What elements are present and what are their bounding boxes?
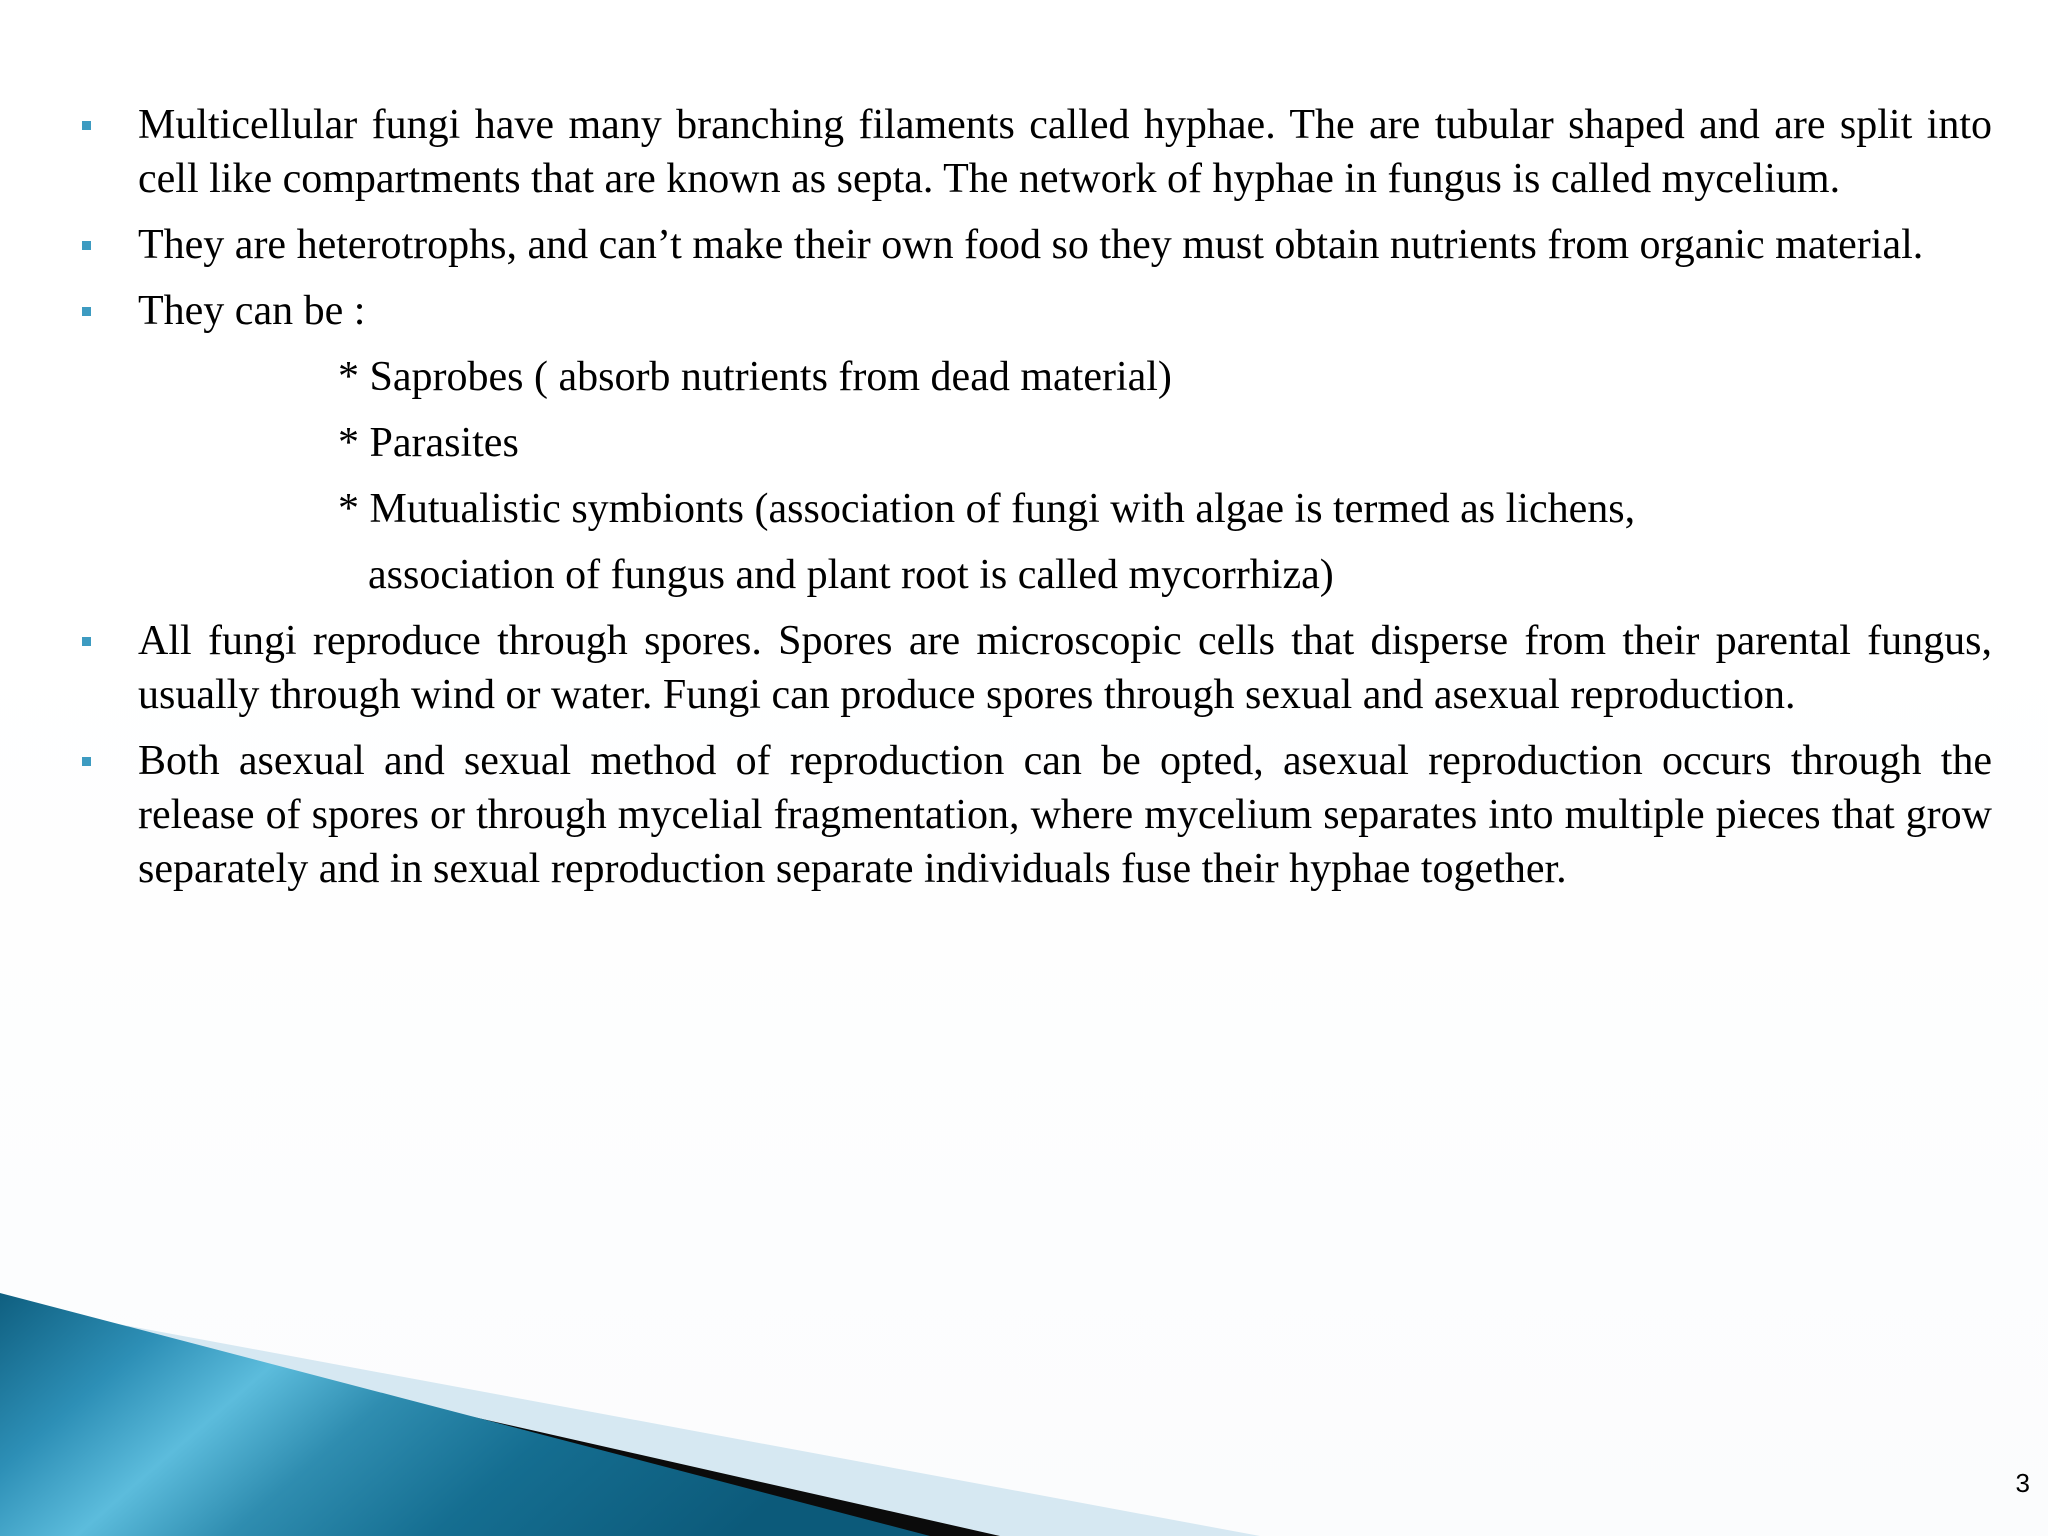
sub-item-parasites: * Parasites	[338, 420, 519, 466]
bullet-they-can-be	[138, 284, 1992, 338]
page-number: 3	[2015, 1468, 2030, 1498]
bullet-text: All fungi reproduce through spores. Spores are microscopic cells that disperse from their parental fungus, usually through wind or water. Fungi can produce spores through sexual and asexual reproduction.	[138, 618, 1992, 718]
slide-content	[0, 98, 2048, 908]
bullet-marker	[82, 757, 91, 766]
sub-item-mutualistic: * Mutualistic symbionts (association of fungi with algae is termed as lichens,	[338, 486, 1636, 532]
sub-item-mutualistic-continuation: association of fungus and plant root is called mycorrhiza)	[368, 552, 1334, 598]
sub-item-saprobes: * Saprobes ( absorb nutrients from dead material)	[338, 354, 1172, 400]
decorative-swoosh	[0, 1290, 2048, 1536]
bullet-marker	[82, 637, 91, 646]
bullet-marker	[82, 121, 91, 130]
bullet-text: They can be :	[138, 288, 366, 334]
bullet-marker	[82, 307, 91, 316]
bullet-text: Multicellular fungi have many branching filaments called hyphae. The are tubular shaped and are split into cell like compartments that are known as septa. The network of hyphae in fungus is called mycelium.	[138, 102, 1992, 202]
bullet-hyphae	[138, 98, 1992, 206]
bullet-heterotrophs	[138, 218, 1992, 272]
bullet-text: Both asexual and sexual method of reproduction can be opted, asexual reproduction occurs through the release of spores or through mycelial fragmentation, where mycelium separates into multiple pieces that grow separately and in sexual reproduction separate individuals fuse their hyphae together.	[138, 738, 1992, 892]
bullet-marker	[82, 241, 91, 250]
bullet-spores	[138, 614, 1992, 722]
bullet-text: They are heterotrophs, and can’t make their own food so they must obtain nutrients from organic material.	[138, 222, 1924, 268]
bullet-reproduction	[138, 734, 1992, 896]
